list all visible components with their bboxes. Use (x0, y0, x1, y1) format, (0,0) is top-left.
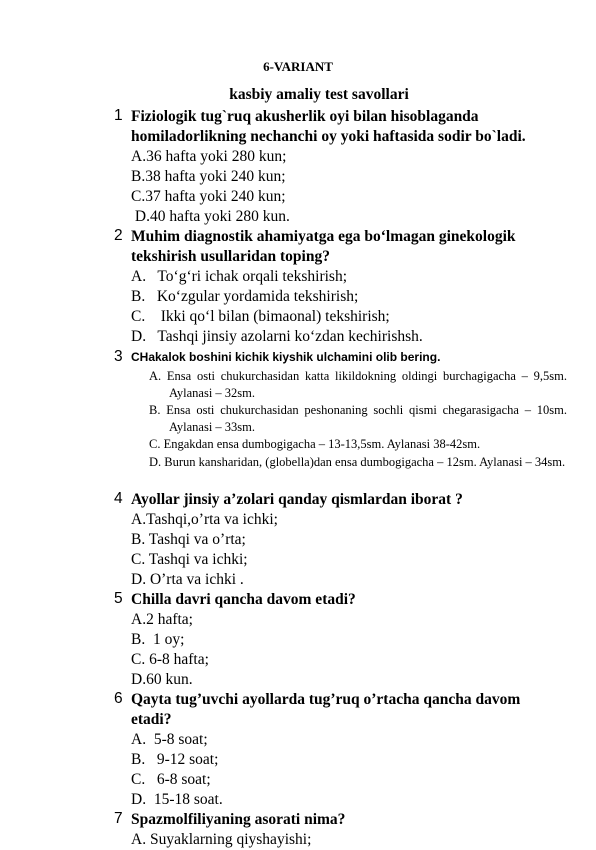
answer-option: A. Suyaklarning qiyshayishi; (131, 831, 312, 848)
answer-option: A. 5-8 soat; (131, 731, 208, 748)
question-text: Ayollar jinsiy a’zolari qanday qismlardan iborat ? (131, 491, 463, 508)
question-text: Muhim diagnostik ahamiyatga ega bo‘lmagan ginekologik tekshirish usullaridan toping? (131, 228, 516, 265)
answer-option: D.60 kun. (131, 671, 193, 688)
answer-option: A.Tashqi,o’rta va ichki; (131, 511, 278, 528)
question-number: 4 (114, 490, 123, 507)
question-text: Chilla davri qancha davom etadi? (131, 591, 356, 608)
document-subtitle: kasbiy amaliy test savollari (229, 86, 409, 103)
answer-option: B. 9-12 soat; (131, 751, 219, 768)
answer-option: C. 6-8 soat; (131, 771, 211, 788)
question-number: 7 (114, 810, 123, 827)
answer-option: C. 6-8 hafta; (131, 651, 209, 668)
answer-option: D. 15-18 soat. (131, 791, 223, 808)
answer-option: A.36 hafta yoki 280 kun; (131, 148, 287, 165)
question-text: Qayta tug’uvchi ayollarda tug’ruq o’rtacha qancha davom etadi? (131, 691, 521, 728)
question-text: CHakalok boshini kichik kiyshik ulchamini olib bering. (131, 350, 441, 364)
answer-option: C. Ikki qo‘l bilan (bimaonal) tekshirish; (131, 308, 390, 325)
answer-option: A. To‘g‘ri ichak orqali tekshirish; (131, 268, 348, 285)
answer-option: C. Engakdan ensa dumbogigacha – 13-13,5sm. Aylanasi 38-42sm. (149, 437, 481, 451)
question-number: 1 (114, 107, 123, 124)
answer-option: B. Tashqi va o’rta; (131, 531, 246, 548)
answer-option: A.2 hafta; (131, 611, 193, 628)
answer-option: C. Tashqi va ichki; (131, 551, 248, 568)
answer-option: B. Ko‘zgular yordamida tekshirish; (131, 288, 359, 305)
answer-option: B.38 hafta yoki 240 kun; (131, 168, 286, 185)
answer-option: D. Burun kansharidan, (globella)dan ensa dumbogigacha – 12sm. Aylanasi – 34sm. (149, 455, 566, 469)
variant-title: 6-VARIANT (263, 59, 333, 74)
question-text: Spazmolfiliyaning asorati nima? (131, 811, 346, 828)
question-text: Fiziologik tug`ruq akusherlik oyi bilan hisoblaganda homiladorlikning nechanchi oy yoki haftasida sodir bo`ladi. (131, 108, 526, 145)
answer-option: D. Tashqi jinsiy azolarni ko‘zdan kechirishsh. (131, 328, 423, 345)
answer-option: A. Ensa osti chukurchasidan katta likildokning oldingi burchagigacha – 9,5sm. Aylanasi – 32sm. (149, 369, 567, 400)
answer-option: D. O’rta va ichki . (131, 571, 244, 588)
answer-option: C.37 hafta yoki 240 kun; (131, 188, 286, 205)
question-number: 3 (114, 348, 123, 365)
question-number: 6 (114, 690, 123, 707)
question-number: 5 (114, 590, 123, 607)
question-number: 2 (114, 227, 123, 244)
answer-option: B. 1 oy; (131, 631, 185, 648)
answer-option: D.40 hafta yoki 280 kun. (131, 208, 290, 225)
answer-option: B. Ensa osti chukurchasidan peshonaning sochli qismi chegarasigacha – 10sm. Aylanasi – 33sm. (149, 403, 567, 434)
